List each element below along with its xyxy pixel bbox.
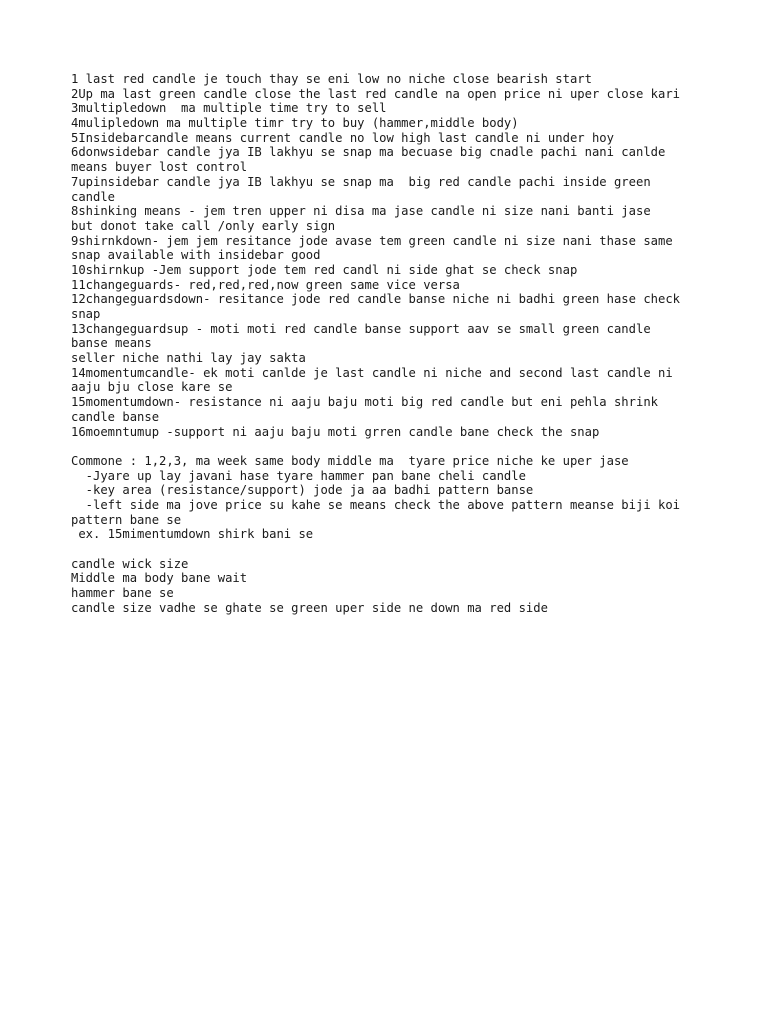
note-line: 8shinking means - jem tren upper ni disa ma jase candle ni size nani banti jase — [71, 204, 651, 219]
note-line: but donot take call /only early sign — [71, 218, 336, 233]
extra-line: candle wick size — [71, 556, 189, 571]
note-line: 12changeguardsdown- resitance jode red candle banse niche ni badhi green hase check — [71, 292, 681, 307]
note-line: 9shirnkdown- jem jem resitance jode avase tem green candle ni size nani thase same — [71, 233, 673, 248]
blank-line — [71, 542, 711, 557]
note-line: 4mulipledown ma multiple timr try to buy (hammer,middle body) — [71, 116, 519, 131]
common-line: -left side ma jove price su kahe se means check the above pattern meanse biji koi — [71, 497, 681, 512]
note-line: 16moemntumup -support ni aaju baju moti grren candle bane check the snap — [71, 424, 600, 439]
note-line: 7upinsidebar candle jya IB lakhyu se snap ma big red candle pachi inside green — [71, 174, 651, 189]
extra-line: Middle ma body bane wait — [71, 571, 248, 586]
note-line: 3multipledown ma multiple time try to sell — [71, 101, 387, 116]
note-line: candle — [71, 189, 116, 204]
note-line: aaju bju close kare se — [71, 380, 233, 395]
common-line: Commone : 1,2,3, ma week same body middle ma tyare price niche ke uper jase — [71, 453, 629, 468]
extra-section — [71, 557, 711, 616]
extra-line: hammer bane se — [71, 586, 174, 601]
note-line: 11changeguards- red,red,red,now green same vice versa — [71, 277, 460, 292]
extra-line: candle size vadhe se ghate se green uper side ne down ma red side — [71, 600, 548, 615]
common-line: -Jyare up lay javani hase tyare hammer pan bane cheli candle — [71, 468, 526, 483]
notes-section — [71, 72, 711, 439]
note-line: means buyer lost control — [71, 160, 248, 175]
note-line: snap — [71, 307, 101, 321]
common-line: -key area (resistance/support) jode ja aa badhi pattern banse — [71, 483, 534, 498]
note-line: 15momentumdown- resistance ni aaju baju moti big red candle but eni pehla shrink — [71, 395, 658, 410]
note-line: 5Insidebarcandle means current candle no low high last candle ni under hoy — [71, 130, 614, 145]
note-line: snap available with insidebar good — [71, 248, 321, 263]
note-line: seller niche nathi lay jay sakta — [71, 351, 306, 366]
note-line: 2Up ma last green candle close the last red candle na open price ni uper close kari — [71, 86, 681, 101]
note-line: 14momentumcandle- ek moti canlde je last candle ni niche and second last candle ni — [71, 365, 673, 380]
note-line: 1 last red candle je touch thay se eni low no niche close bearish start — [71, 72, 592, 86]
note-line: 13changeguardsup - moti moti red candle banse support aav se small green candle — [71, 321, 651, 336]
note-line: 10shirnkup -Jem support jode tem red candl ni side ghat se check snap — [71, 262, 578, 277]
common-section — [71, 454, 711, 542]
note-line: candle banse — [71, 409, 160, 424]
note-line: banse means — [71, 336, 152, 351]
common-line: pattern bane se — [71, 512, 182, 527]
common-line: ex. 15mimentumdown shirk bani se — [71, 527, 314, 542]
blank-line — [71, 439, 711, 454]
note-line: 6donwsidebar candle jya IB lakhyu se snap ma becuase big cnadle pachi nani canlde — [71, 145, 666, 160]
document-page — [71, 72, 711, 615]
